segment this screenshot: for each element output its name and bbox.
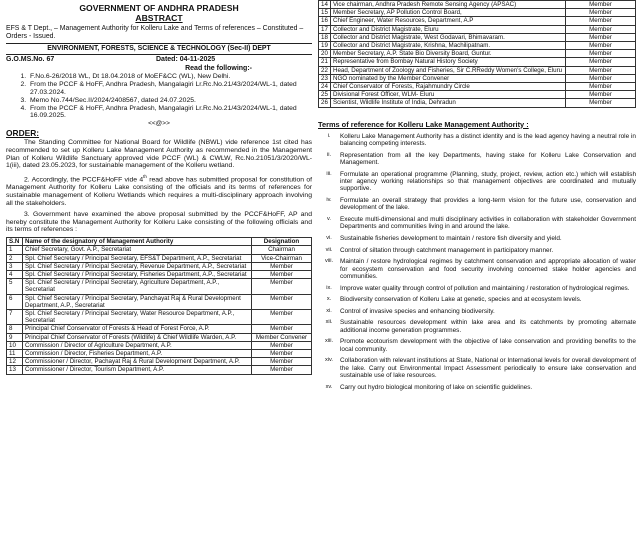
term-text: Formulate an overall strategy that provides a long-term vision for the future use, conservation and development of the lake.: [340, 197, 636, 212]
term-text: Sustainable fisheries development to maintain / restore fish diversity and yield.: [340, 235, 562, 243]
cell-name: Scientist, Wildlife Institute of India, Dehradun: [331, 99, 566, 107]
table-row: [7, 366, 312, 374]
ordinal-suffix: th: [143, 174, 147, 180]
term-item: [318, 247, 636, 254]
term-number: ix.: [326, 284, 332, 291]
reference-item: 3. Memo No.744/Sec.II/2024/2408567, dated 24.07.2025.: [28, 97, 312, 105]
cell-designation: Member: [566, 17, 636, 25]
read-following: Read the following:-: [185, 64, 252, 72]
cell-sn: 4: [7, 270, 23, 278]
term-item: [318, 216, 636, 231]
cell-sn: 10: [7, 341, 23, 349]
cell-sn: 11: [7, 349, 23, 357]
cell-sn: 24: [319, 83, 331, 91]
paragraph-2-start: 2. Accordingly, the PCCF&HoFF vide 4: [24, 176, 144, 184]
cell-name: Commissioner / Director, Pachayat Raj & Rural Development Department, A.P.: [23, 358, 252, 366]
term-text: Promote ecotourism development with the objective of lake conservation and providing benefits to the local community.: [340, 338, 636, 353]
cell-designation: Member: [252, 325, 312, 333]
cell-sn: 20: [319, 50, 331, 58]
term-number: iii.: [326, 170, 332, 177]
separator: <<@>>: [148, 120, 170, 128]
table-row: [319, 58, 636, 66]
term-item: [318, 133, 636, 148]
cell-name: Spl. Chief Secretary / Principal Secretary, Fisheries Department, A.P., Secretariat: [23, 270, 252, 278]
term-number: viii.: [324, 258, 334, 265]
reference-list: [6, 73, 312, 120]
cell-sn: 1: [7, 246, 23, 254]
cell-name: Spl. Chief Secretary / Principal Secretary, Panchayat Raj & Rural Development Department, A.P., Secretariat: [23, 294, 252, 309]
cell-designation: Member: [566, 91, 636, 99]
cell-designation: Member: [566, 50, 636, 58]
cell-designation: Chairman: [252, 246, 312, 254]
term-number: xv.: [325, 383, 333, 390]
cell-name: Chief Secretary, Govt. A.P., Secretariat: [23, 246, 252, 254]
cell-sn: 13: [7, 366, 23, 374]
reference-item: 1. F.No.6-26/2018 WL, Dt 18.04.2018 of MoEF&CC (WL), New Delhi.: [28, 73, 312, 81]
term-text: Improve water quality through control of pollution and maintaining / restoration of hydrological regimes.: [340, 284, 630, 292]
term-number: i.: [327, 132, 331, 139]
cell-name: Representative from Bombay Natural History Society: [331, 58, 566, 66]
table-row: [319, 25, 636, 33]
members-table-continued: [318, 0, 636, 108]
term-text: Maintain / restore hydrological regimes by catchment conservation and appropriate allocation of water for ecosystem conservation and food security involving concerned stake holder agencies and communities.: [340, 258, 636, 281]
term-text: Collaboration with relevant institutions at State, National or International levels for overall development of the lake. Carry out Environmental Impact Assessment periodically to ensure lake conservation and sustainable use of lake resources.: [340, 357, 636, 380]
cell-name: Principal Chief Conservator of Forests (Wildlife) & Chief Wildlife Warden, A.P.: [23, 333, 252, 341]
term-item: [318, 384, 636, 391]
term-text: Representation from all the key Departments, having stake for Kolleru Lake Conservation and Management.: [340, 151, 636, 167]
cell-designation: Member: [252, 294, 312, 309]
cell-sn: 8: [7, 325, 23, 333]
term-item: [318, 338, 636, 353]
cell-name: Member Secretary, AP Pollution Control Board,: [331, 9, 566, 17]
term-text: Kolleru Lake Management Authority has a distinct identity and is the lead agency having a neutral role in balancing competing interests.: [340, 132, 636, 148]
left-column: [6, 0, 312, 375]
term-number: xi.: [326, 307, 332, 314]
term-item: [318, 235, 636, 242]
reference-item: 2. From the PCCF & HoFF, Andhra Pradesh, Mangalagiri Lr.Rc.No.21/43/2024/WL-1, dated 27.03.2024.: [28, 81, 312, 97]
abstract-heading: ABSTRACT: [135, 13, 183, 23]
term-item: [318, 285, 636, 292]
cell-designation: Member: [566, 74, 636, 82]
cell-name: Member Secretary, A.P. State Bio Diversity Board, Guntur.: [331, 50, 566, 58]
header-name: Name of the designatory of Management Authority: [23, 238, 252, 246]
cell-designation: Member: [252, 270, 312, 278]
cell-name: Head, Department of Zoology and Fisheries, Sir C.RReddy Women's College, Eluru: [331, 66, 566, 74]
table-row: [319, 50, 636, 58]
cell-designation: Member: [566, 33, 636, 41]
cell-sn: 19: [319, 42, 331, 50]
paragraph-1: The Standing Committee for National Board for Wildlife (NBWL) vide reference 1st cited has recommended to set up Kolleru Lake Management Authority as recommended in the Management Plan of Kolleru Wildlife Sanctuary approved vide PCCF (WL) & CWLW, Rc.No.21051/3/2020/WL-1(iii), dated 23.05.2023, for sustainable management of the Kolleru wetland.: [6, 139, 312, 170]
cell-name: Chief Engineer, Water Resources, Department, A.P: [331, 17, 566, 25]
right-column: [318, 0, 636, 395]
term-item: [318, 197, 636, 212]
reference-item: 4. From the PCCF & HoFF, Andhra Pradesh, Mangalagiri Lr.Rc.No.21/43/2024/WL-1, dated 16.09.2025.: [28, 105, 312, 121]
table-row: [7, 270, 312, 278]
cell-name: Commission / Director, Fisheries Department, A.P.: [23, 349, 252, 357]
cell-name: Collector and District Magistrate, Eluru: [331, 25, 566, 33]
header-sn: S.N: [7, 238, 23, 246]
cell-designation: Vice-Chairman: [252, 254, 312, 262]
cell-sn: 15: [319, 9, 331, 17]
paragraph-2-end: read above has submitted proposal for constitution of Management Authority for Kolleru Lake consisting of the officials and its terms of references for sustainable management of Kolleru Wetlands which requires a multi-disciplinary approach involving all the stakeholders.: [6, 176, 312, 207]
cell-name: Commissioner / Director, Tourism Department, A.P.: [23, 366, 252, 374]
cell-designation: Member: [566, 25, 636, 33]
order-heading: ORDER:: [6, 128, 40, 139]
term-item: [318, 357, 636, 379]
term-number: xii.: [325, 319, 333, 326]
table-row: [319, 1, 636, 9]
term-item: [318, 296, 636, 303]
table-row: [319, 33, 636, 41]
cell-name: NGO nominated by the Member Convener: [331, 74, 566, 82]
cell-sn: 22: [319, 66, 331, 74]
cell-name: Spl. Chief Secretary / Principal Secretary, Water Resource Department, A.P., Secretariat: [23, 309, 252, 324]
table-row: [319, 17, 636, 25]
term-item: [318, 152, 636, 167]
term-number: xiii.: [324, 338, 334, 345]
cell-designation: Member: [252, 279, 312, 294]
table-row: [7, 279, 312, 294]
cell-designation: Member: [252, 309, 312, 324]
cell-sn: 16: [319, 17, 331, 25]
go-number: G.O.MS.No. 67: [6, 56, 55, 64]
cell-designation: Member: [566, 99, 636, 107]
cell-name: Spl. Chief Secretary / Principal Secretary, EFS&T Department, A.P., Secretariat: [23, 254, 252, 262]
go-date: Dated: 04-11-2025: [156, 56, 216, 64]
terms-heading: Terms of reference for Kolleru Lake Management Authority :: [318, 119, 529, 129]
table-header-row: [7, 238, 312, 246]
go-number-row: [6, 56, 312, 65]
term-text: Formulate an operational programme (Planning, study, project, review, action etc.) which will establish inter agency working relationships so that management objectives are coordinated and mutually supportive.: [340, 170, 636, 193]
cell-designation: Member: [566, 58, 636, 66]
cell-name: Spl. Chief Secretary / Principal Secretary, Agriculture Department, A.P., Secretariat: [23, 279, 252, 294]
cell-designation: Member: [252, 358, 312, 366]
cell-sn: 18: [319, 33, 331, 41]
cell-sn: 9: [7, 333, 23, 341]
term-item: [318, 258, 636, 280]
cell-designation: Member: [566, 66, 636, 74]
table-row: [7, 262, 312, 270]
term-number: ii.: [326, 151, 332, 158]
paragraph-3: 3. Government have examined the above proposal submitted by the PCCF&HoFF, AP and hereby constitute the Management Authority for Kolleru Lake consisting of the following officials and its terms of references :: [6, 210, 312, 234]
term-number: xiv.: [325, 357, 333, 364]
term-number: vi.: [326, 235, 332, 242]
cell-name: Divisional Forest Officer, WLM- Eluru: [331, 91, 566, 99]
cell-designation: Member Convener: [252, 333, 312, 341]
term-text: Control of siltation through catchment management in participatory manner.: [340, 246, 554, 254]
divider: [6, 54, 312, 55]
cell-designation: Member: [566, 1, 636, 9]
table-row: [7, 341, 312, 349]
term-text: Carry out hydro biological monitoring of lake on scientific guidelines.: [340, 383, 533, 391]
term-text: Biodiversity conservation of Kolleru Lake at genetic, species and at ecosystem levels.: [340, 296, 582, 304]
cell-sn: 21: [319, 58, 331, 66]
government-heading: GOVERNMENT OF ANDHRA PRADESH: [79, 3, 239, 13]
cell-designation: Member: [252, 341, 312, 349]
cell-sn: 5: [7, 279, 23, 294]
cell-designation: Member: [252, 349, 312, 357]
department-heading: ENVIRONMENT, FORESTS, SCIENCE & TECHNOLOGY (Sec-II) DEPT: [47, 44, 271, 52]
cell-name: Collector and District Magistrate, Krishna, Machilipatnam.: [331, 42, 566, 50]
term-number: iv.: [326, 197, 332, 204]
term-item: [318, 308, 636, 315]
table-row: [319, 42, 636, 50]
cell-name: Commission / Director of Agriculture Department, A.P.: [23, 341, 252, 349]
cell-sn: 7: [7, 309, 23, 324]
table-row: [319, 91, 636, 99]
cell-sn: 14: [319, 1, 331, 9]
cell-name: Principal Chief Conservator of Forests & Head of Forest Force, A.P.: [23, 325, 252, 333]
cell-sn: 12: [7, 358, 23, 366]
cell-sn: 25: [319, 91, 331, 99]
term-text: Sustainable resources development within lake area and its catchments by promoting alternate additional income generation programmes.: [340, 319, 636, 334]
cell-sn: 6: [7, 294, 23, 309]
term-number: v.: [327, 216, 331, 223]
members-table: [6, 237, 312, 374]
cell-name: Spl. Chief Secretary / Principal Secretary, Revenue Department, A.P., Secretariat: [23, 262, 252, 270]
cell-sn: 3: [7, 262, 23, 270]
cell-name: Collector and District Magistrate, West Godavari, Bhimavaram.: [331, 33, 566, 41]
cell-designation: Member: [252, 262, 312, 270]
table-row: [319, 66, 636, 74]
table-row: [7, 294, 312, 309]
table-row: [319, 83, 636, 91]
term-text: Control of invasive species and enhancing biodiversity.: [340, 307, 495, 315]
table-row: [7, 333, 312, 341]
table-row: [319, 74, 636, 82]
table-row: [319, 99, 636, 107]
term-text: Execute multi-dimensional and multi disciplinary activities in collaboration with stakeholder Government Departments and communities living in and around the lake.: [340, 216, 636, 231]
table-row: [7, 309, 312, 324]
term-number: x.: [326, 296, 332, 303]
term-item: [318, 171, 636, 193]
term-number: vii.: [325, 246, 333, 253]
cell-designation: Member: [566, 42, 636, 50]
cell-sn: 26: [319, 99, 331, 107]
cell-sn: 17: [319, 25, 331, 33]
header-designation: Designation: [252, 238, 312, 246]
cell-sn: 2: [7, 254, 23, 262]
cell-name: Chief Conservator of Forests, Rajahmundry Circle: [331, 83, 566, 91]
divider: [6, 43, 312, 44]
cell-designation: Member: [566, 9, 636, 17]
table-row: [319, 9, 636, 17]
table-row: [7, 358, 312, 366]
subject-line: EFS & T Dept., – Management Authority for Kolleru Lake and Terms of references – Constituted – Orders - Issued.: [6, 25, 304, 41]
term-item: [318, 319, 636, 334]
cell-designation: Member: [566, 83, 636, 91]
cell-sn: 23: [319, 74, 331, 82]
table-row: [7, 254, 312, 262]
cell-designation: Member: [252, 366, 312, 374]
table-row: [7, 349, 312, 357]
cell-name: Vice chairman, Andhra Pradesh Remote Sensing Agency (APSAC): [331, 1, 566, 9]
table-row: [7, 246, 312, 254]
paragraph-2: [6, 173, 312, 207]
terms-list: [318, 133, 636, 392]
table-row: [7, 325, 312, 333]
